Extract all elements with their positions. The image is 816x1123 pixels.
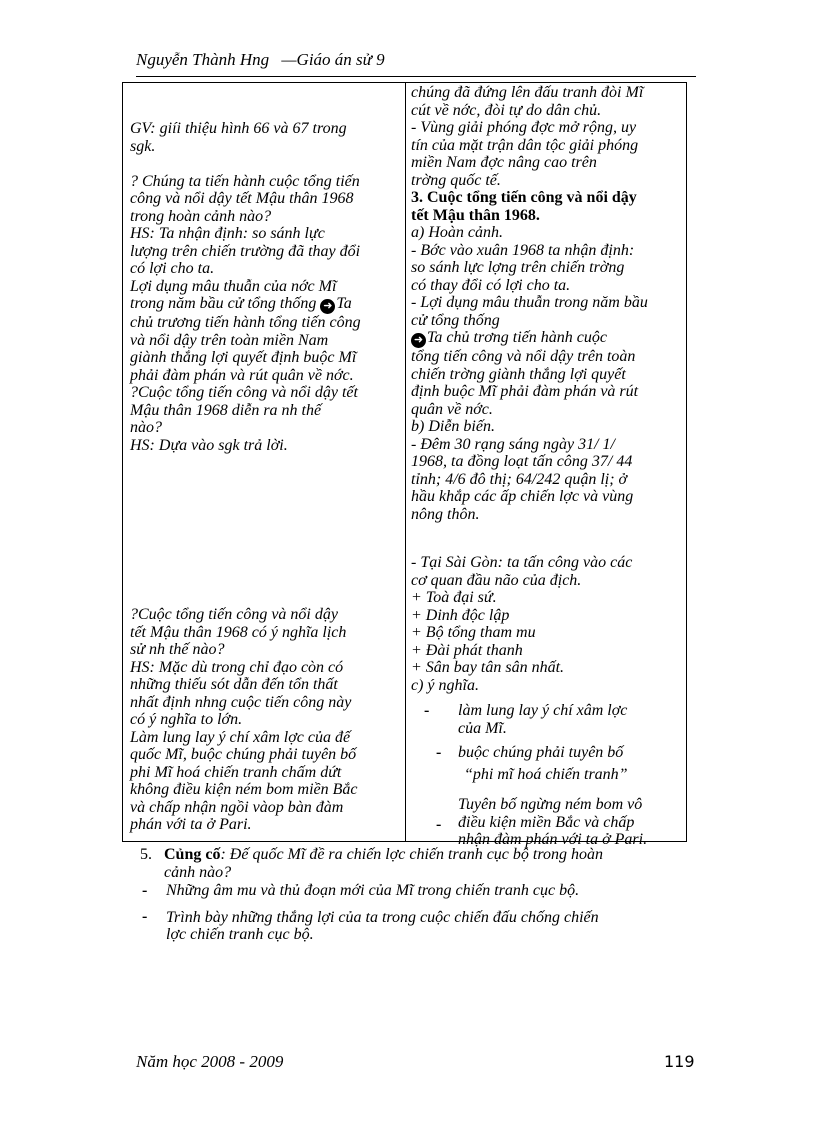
right-line: + Đài phát thanh [411, 641, 523, 659]
right-line: + Sân bay tân sân nhất. [411, 659, 565, 676]
left-line: chủ trương tiến hành tổng tiến công [130, 314, 361, 331]
review-bullets [140, 882, 700, 944]
left-line: Làm lung lay ý chí xâm lợc của đế [130, 728, 351, 746]
footer-school-year: Năm học 2008 - 2009 [136, 1052, 284, 1071]
right-line: so sánh lực lợng trên chiến trờng [411, 259, 625, 276]
left-line: Lợi dụng mâu thuẫn của nớc Mĩ [130, 277, 337, 295]
dash-bullet-icon: - [436, 744, 442, 761]
review-item-number: 5. [140, 846, 152, 863]
right-line: - Đêm 30 rạng sáng ngày 31/ 1/ [411, 435, 615, 453]
dash-bullet-icon: - [424, 702, 430, 719]
left-line: có lợi cho ta. [130, 260, 215, 277]
right-line: cút về nớc, đòi tự do dân chủ. [411, 101, 602, 119]
section-heading: tết Mậu thân 1968. [411, 206, 540, 224]
right-line: 1968, ta đồng loạt tấn công 37/ 44 [411, 453, 633, 470]
left-line: nào? [130, 419, 162, 436]
right-line: hầu khắp các ấp chiến lợc và vùng [411, 488, 634, 505]
right-line: miền Nam đợc nâng cao trên [411, 154, 597, 171]
right-line: - Tại Sài Gòn: ta tấn công vào các [411, 554, 633, 571]
right-line: nhận đàm phán với ta ở Pari. [458, 831, 648, 848]
teacher-student-column [130, 120, 400, 454]
right-line: làm lung lay ý chí xâm lợc [458, 702, 628, 719]
left-line: Mậu thân 1968 diễn ra nh thế [130, 401, 322, 419]
review-bullet: lợc chiến tranh cục bộ. [166, 926, 314, 943]
right-line: tín của mặt trận dân tộc giải phóng [411, 136, 639, 154]
dash-bullet-icon: - [142, 882, 148, 899]
left-line: quốc Mĩ, buộc chúng phải tuyên bố [130, 746, 357, 763]
right-line: điều kiện miền Bắc và chấp [458, 813, 635, 831]
left-line: phải đàm phán và rút quân về nớc. [130, 366, 354, 384]
content-column [411, 84, 683, 523]
right-line: tổng tiến công và nổi dậy trên toàn [411, 348, 636, 365]
left-line: nhất định nhng cuộc tiến công này [130, 693, 352, 711]
content-column-lower [411, 554, 683, 694]
left-line [130, 295, 400, 314]
left-line: ?Cuộc tổng tiến công và nổi dậy [130, 606, 338, 623]
right-line: - Bớc vào xuân 1968 ta nhận định: [411, 241, 635, 259]
arrow-bullet-icon: ➜ [320, 299, 335, 314]
left-line: HS: Mặc dù trong chỉ đạo còn có [130, 658, 344, 676]
left-line: phán với ta ở Pari. [130, 816, 252, 833]
right-line: - Lợi dụng mâu thuẫn trong năm bầu [411, 294, 648, 311]
right-line: chúng đã đứng lên đấu tranh đòi Mĩ [411, 84, 644, 101]
left-line: công và nổi dậy tết Mậu thân 1968 [130, 190, 354, 207]
review-item-text: : Đế quốc Mĩ đề ra chiến lợc chiến tranh cục bộ trong hoàn [220, 846, 603, 863]
review-section [140, 846, 700, 881]
review-item-text: cảnh nào? [164, 863, 232, 881]
left-line: và nổi dậy trên toàn miền Nam [130, 331, 329, 349]
left-line: HS: Ta nhận định: so sánh lực [130, 225, 325, 242]
teacher-student-column-lower [130, 606, 400, 834]
header-doc-title: Giáo án sử 9 [296, 50, 385, 69]
right-line: quân về nớc. [411, 400, 493, 418]
header-separator: — [281, 50, 297, 69]
left-line: ?Cuộc tổng tiến công và nổi dậy tết [130, 384, 358, 401]
left-line: GV: giíi thiệu hình 66 và 67 trong [130, 120, 347, 137]
header-author: Nguyễn Thành Hng [136, 50, 270, 69]
right-line: + Toà đại sứ. [411, 589, 497, 606]
left-line: ? Chúng ta tiến hành cuộc tổng tiến [130, 172, 360, 190]
right-line: + Dinh độc lập [411, 606, 510, 624]
right-line: buộc chúng phải tuyên bố [458, 744, 624, 761]
right-line: Tuyên bố ngừng ném bom vô [458, 796, 643, 813]
right-line: định buộc Mĩ phải đàm phán và rút [411, 383, 639, 400]
right-line: tỉnh; 4/6 đô thị; 64/242 quận lị; ở [411, 470, 628, 488]
right-line: b) Diễn biến. [411, 418, 495, 435]
left-line: HS: Dựa vào sgk trả lời. [130, 436, 288, 454]
left-line-part: Ta [336, 295, 352, 312]
right-line: + Bộ tổng tham mu [411, 624, 536, 641]
section-heading: 3. Cuộc tổng tiến công và nổi dậy [411, 189, 637, 206]
right-line: a) Hoàn cảnh. [411, 224, 503, 241]
right-line: chiến trờng giành thắng lợi quyết [411, 365, 626, 383]
left-line: sgk. [130, 137, 156, 155]
review-item [140, 846, 700, 864]
left-line: và chấp nhận ngồi vàop bàn đàm [130, 798, 344, 816]
right-line: có thay đổi có lợi cho ta. [411, 276, 571, 294]
significance-list [424, 702, 682, 849]
right-line [411, 329, 683, 348]
page-header [136, 50, 696, 70]
left-line: phi Mĩ hoá chiến tranh chấm dứt [130, 763, 342, 781]
right-line: “phi mĩ hoá chiến tranh” [464, 765, 628, 783]
dash-bullet-icon: - [436, 816, 442, 833]
arrow-bullet-icon: ➜ [411, 333, 426, 348]
left-line: sử nh thế nào? [130, 641, 225, 658]
right-line: cơ quan đầu não của địch. [411, 571, 582, 589]
review-item-label: Củng cố [164, 846, 221, 863]
table-column-divider [405, 82, 406, 842]
left-line: giành thắng lợi quyết định buộc Mĩ [130, 349, 357, 366]
right-line: trờng quốc tế. [411, 171, 501, 189]
right-line: nông thôn. [411, 505, 480, 523]
header-rule [136, 76, 696, 77]
left-line: lượng trên chiến trường đã thay đổi [130, 242, 361, 260]
right-line: c) ý nghĩa. [411, 676, 479, 694]
right-line-part: Ta chủ trơng tiến hành cuộc [427, 329, 607, 346]
review-bullet: Trình bày những thắng lợi của ta trong cuộc chiến đấu chống chiến [166, 908, 599, 926]
right-line: - Vùng giải phóng đợc mở rộng, uy [411, 119, 637, 136]
left-line: những thiếu sót dẫn đến tổn thất [130, 676, 338, 693]
left-line: tết Mậu thân 1968 có ý nghĩa lịch [130, 623, 347, 641]
right-line: cử tổng thống [411, 311, 500, 329]
right-line: của Mĩ. [458, 719, 507, 737]
review-bullet: Những âm mu và thủ đoạn mới của Mĩ trong chiến tranh cục bộ. [166, 882, 580, 899]
left-line: trong hoàn cảnh nào? [130, 207, 272, 225]
left-line: không điều kiện ném bom miền Bắc [130, 781, 358, 798]
left-line: có ý nghĩa to lớn. [130, 711, 243, 728]
footer-page-number: 119 [664, 1052, 695, 1071]
left-line-part: trong năm bầu cử tổng thống [130, 295, 321, 312]
dash-bullet-icon: - [142, 908, 148, 925]
